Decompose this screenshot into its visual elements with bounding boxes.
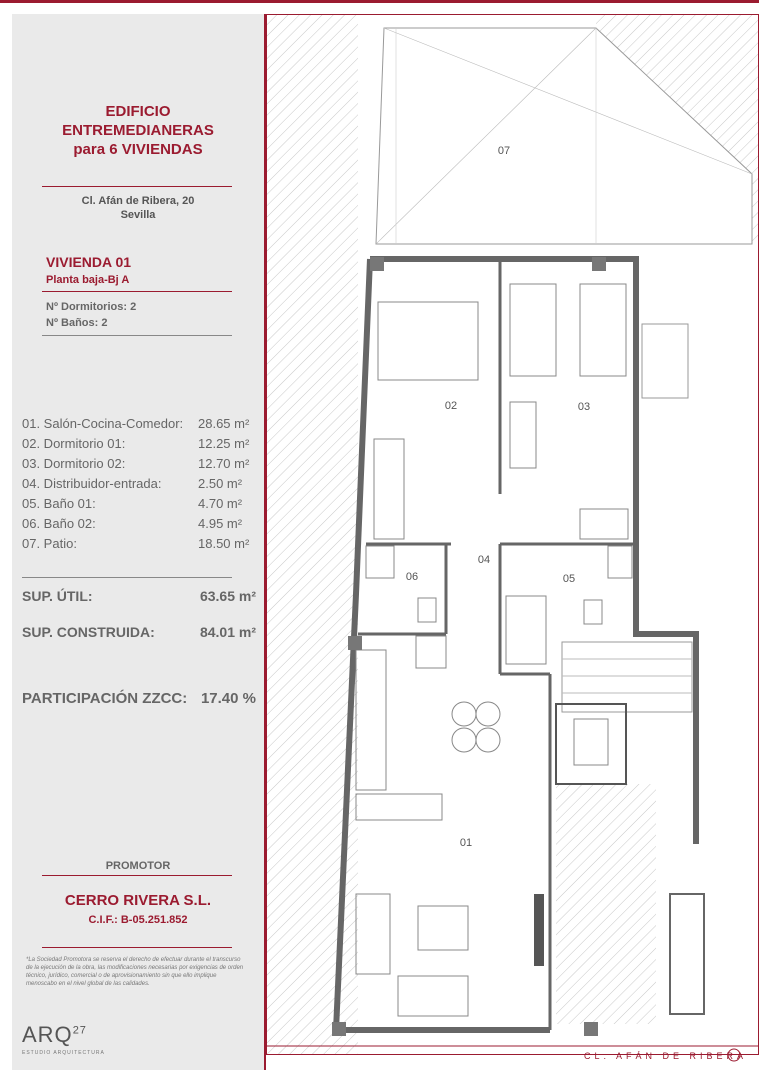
building-title-line: para 6 VIVIENDAS (73, 141, 203, 158)
participacion-value: 17.40 % (200, 690, 256, 707)
divider (42, 875, 232, 876)
room-label-04: 04 (477, 554, 491, 566)
room-label: 06. Baño 02: (22, 516, 96, 531)
top-accent-bar (0, 0, 759, 3)
double-bed (378, 302, 478, 380)
address-line: Sevilla (120, 209, 156, 221)
single-bed (510, 284, 556, 376)
washbasin (608, 546, 632, 578)
dining-chair (476, 702, 500, 726)
logo-subtitle: ESTUDIO ARQUITECTURA (22, 1050, 105, 1056)
info-sidebar (12, 14, 266, 1070)
exterior-wall (370, 259, 696, 844)
stairs (562, 642, 692, 712)
coffee-table (418, 906, 468, 950)
fridge (416, 636, 446, 668)
wardrobe (580, 509, 628, 539)
room-area-row (22, 476, 252, 494)
room-area-row (22, 436, 252, 454)
logo-sup: 27 (72, 1024, 87, 1037)
dining-chair (476, 728, 500, 752)
elevator-car (574, 719, 608, 765)
address (12, 194, 264, 222)
armchair (356, 894, 390, 974)
column (332, 1022, 346, 1036)
building-title-line: EDIFICIO (105, 103, 171, 120)
promoter-company: CERRO RIVERA S.L. (64, 892, 212, 909)
shower (506, 596, 546, 664)
toilet (418, 598, 436, 622)
participacion-label: PARTICIPACIÓN ZZCC: (22, 690, 188, 707)
sup-construida (22, 624, 256, 640)
neighbour-sofa (642, 324, 688, 398)
elevator (556, 704, 626, 784)
column (592, 257, 606, 271)
sup-util (22, 588, 256, 604)
unit-bedrooms: Nº Dormitorios: 2 (46, 301, 137, 313)
room-label-02: 02 (444, 400, 458, 412)
room-label: 01. Salón-Cocina-Comedor: (22, 416, 184, 431)
floor-plan (266, 14, 759, 1070)
building-title-line: ENTREMEDIANERAS (62, 122, 214, 139)
sup-construida-label: SUP. CONSTRUIDA: (22, 624, 155, 640)
room-area: 12.25 m² (198, 436, 250, 451)
room-area-row (22, 456, 252, 474)
divider (42, 947, 232, 948)
room-area-row (22, 536, 252, 554)
room-label: 03. Dormitorio 02: (22, 456, 126, 471)
divider (42, 291, 232, 292)
room-area: 12.70 m² (198, 456, 250, 471)
room-area: 4.95 m² (198, 516, 243, 531)
logo-text: ARQ (22, 1022, 73, 1047)
sup-util-value: 63.65 m² (199, 588, 256, 604)
studio-logo (22, 1022, 87, 1048)
single-bed (580, 284, 626, 376)
building-title (12, 102, 264, 159)
room-label-01: 01 (459, 837, 473, 849)
neighbour-wardrobe (670, 894, 704, 1014)
promoter-cif: C.I.F.: B-05.251.852 (88, 914, 188, 926)
room-label-07: 07 (497, 145, 511, 157)
column (584, 1022, 598, 1036)
room-label: 07. Patio: (22, 536, 77, 551)
legal-disclaimer: *La Sociedad Promotora se reserva el derecho de efectuar durante el transcurso de la ejecución de la obra, las modificaciones necesarias por exigencias de orden técnico, jurídico, comercial o de aprovisionamiento sin que ello implique menoscabo en el nivel global de las calidades. (26, 957, 244, 987)
desk (510, 402, 536, 468)
wardrobe (374, 439, 404, 539)
unit-name: VIVIENDA 01 (46, 254, 132, 270)
sofa (398, 976, 468, 1016)
tv-unit (534, 894, 544, 966)
room-area: 18.50 m² (198, 536, 250, 551)
washbasin (366, 546, 394, 578)
floor-plan-drawing (266, 14, 759, 1070)
divider (22, 577, 232, 578)
divider (42, 186, 232, 187)
column (370, 257, 384, 271)
participacion (22, 690, 256, 707)
divider (42, 335, 232, 336)
toilet (584, 600, 602, 624)
exterior-wall (336, 259, 550, 1030)
room-label-06: 06 (405, 571, 419, 583)
room-area: 2.50 m² (198, 476, 243, 491)
sup-util-label: SUP. ÚTIL: (22, 588, 93, 604)
promoter-heading: PROMOTOR (105, 860, 171, 872)
street-name: CL. AFÁN DE RIBERA (584, 1051, 748, 1061)
dining-chair (452, 728, 476, 752)
room-area-row (22, 416, 252, 434)
unit-bathrooms: Nº Baños: 2 (46, 317, 108, 329)
address-line: Cl. Afán de Ribera, 20 (81, 195, 195, 207)
room-label: 05. Baño 01: (22, 496, 96, 511)
room-area: 4.70 m² (198, 496, 243, 511)
room-label: 02. Dormitorio 01: (22, 436, 126, 451)
room-area: 28.65 m² (198, 416, 250, 431)
room-label: 04. Distribuidor-entrada: (22, 476, 162, 491)
kitchen-counter (356, 650, 386, 790)
room-label-03: 03 (577, 401, 591, 413)
neighbour-hatch-bottom (556, 784, 656, 1024)
unit-floor: Planta baja-Bj A (46, 274, 130, 286)
dining-chair (452, 702, 476, 726)
kitchen-island (356, 794, 442, 820)
column (348, 636, 362, 650)
sup-construida-value: 84.01 m² (199, 624, 256, 640)
room-area-row (22, 496, 252, 514)
room-label-05: 05 (562, 573, 576, 585)
room-area-row (22, 516, 252, 534)
